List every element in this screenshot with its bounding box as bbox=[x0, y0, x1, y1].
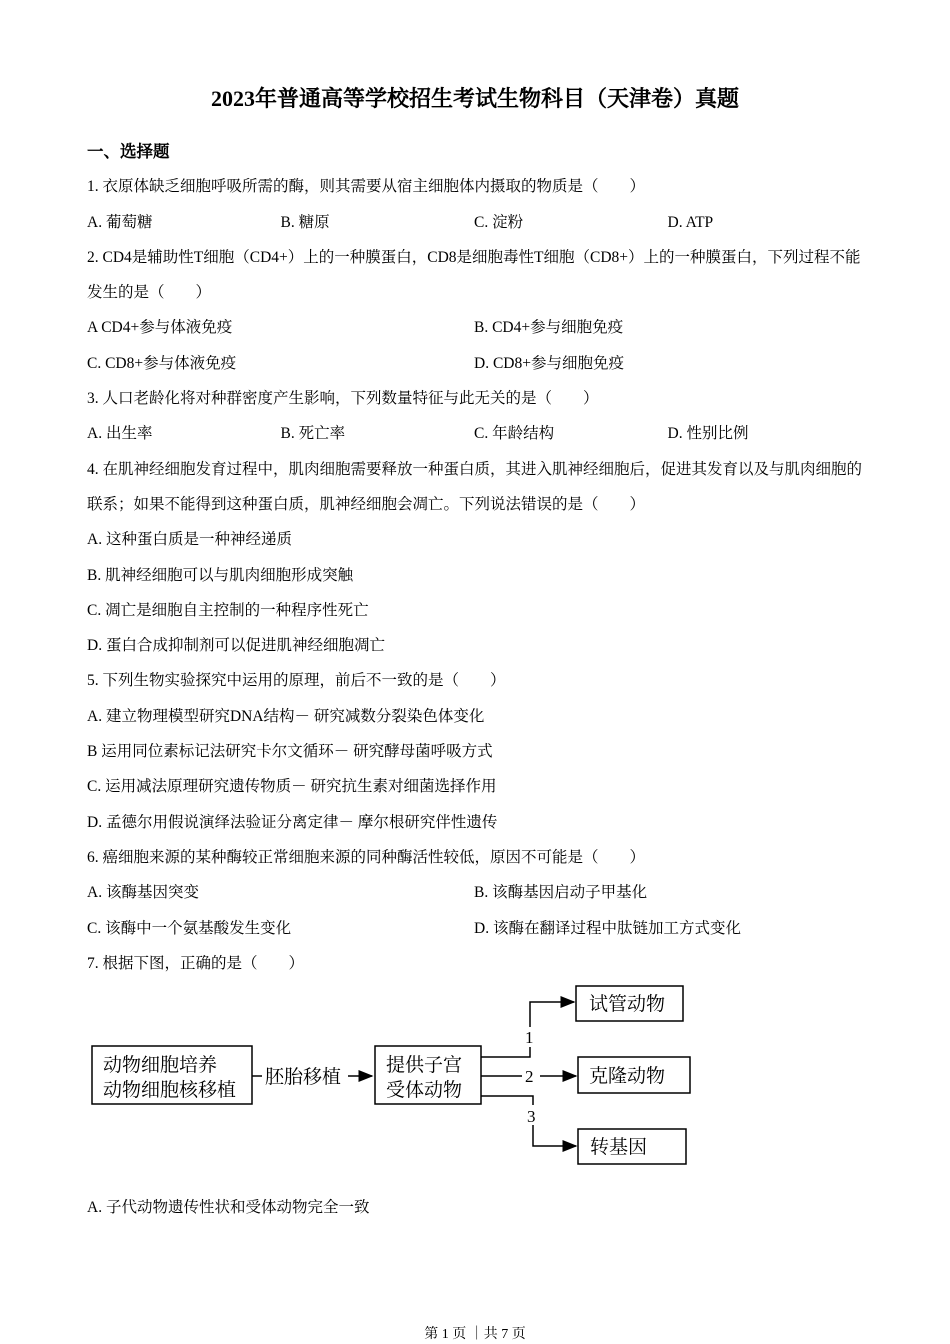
flow-diagram-svg bbox=[0, 981, 950, 1190]
branch-number-1: 1 bbox=[525, 1028, 534, 1048]
question-1 bbox=[87, 169, 862, 240]
option-a: A. 建立物理模型研究DNA结构－ 研究减数分裂染色体变化 bbox=[87, 707, 485, 725]
option-a: A. 这种蛋白质是一种神经递质 bbox=[87, 531, 292, 549]
recipient-label-1: 提供子宫 bbox=[386, 1054, 463, 1077]
question-5 bbox=[87, 663, 862, 839]
outcome-label-3: 转基因 bbox=[590, 1136, 648, 1159]
option-b: B. 死亡率 bbox=[280, 425, 346, 443]
question-stem: 3. 人口老龄化将对种群密度产生影响，下列数量特征与此无关的是（ ） bbox=[87, 390, 599, 408]
option-b: B 运用同位素标记法研究卡尔文循环－ 研究酵母菌呼吸方式 bbox=[87, 743, 493, 761]
question-stem: 6. 癌细胞来源的某种酶较正常细胞来源的同种酶活性较低，原因不可能是（ ） bbox=[87, 848, 646, 866]
option-b: B. 肌神经细胞可以与肌肉细胞形成突触 bbox=[87, 566, 354, 584]
branch-number-3: 3 bbox=[527, 1107, 536, 1127]
page-footer: 第 1 页 ｜共 7 页 bbox=[424, 1327, 526, 1342]
page-title: 2023年普通高等学校招生考试生物科目（天津卷）真题 bbox=[210, 86, 739, 111]
option-a: A. 出生率 bbox=[87, 425, 153, 443]
section-heading: 一、选择题 bbox=[87, 142, 170, 161]
source-label-2: 动物细胞核移植 bbox=[103, 1079, 237, 1102]
question-stem: 4. 在肌神经细胞发育过程中，肌肉细胞需要释放一种蛋白质，其进入肌神经细胞后，促进其发育以及与肌肉细胞的联系；如果不能得到这种蛋白质，肌神经细胞会凋亡。下列说法错误的是（ ） bbox=[87, 460, 863, 513]
outcome-label-1: 试管动物 bbox=[589, 993, 666, 1016]
option-d: D. 性别比例 bbox=[667, 425, 749, 443]
option-a: A CD4+参与体液免疫 bbox=[87, 319, 233, 337]
document-body bbox=[87, 134, 862, 1225]
option-c: C. 年龄结构 bbox=[474, 425, 555, 443]
option-c: C. 淀粉 bbox=[474, 213, 524, 231]
option-c: C. 该酶中一个氨基酸发生变化 bbox=[87, 919, 292, 937]
option-a: A. 该酶基因突变 bbox=[87, 884, 199, 902]
option-d: D. 蛋白合成抑制剂可以促进肌神经细胞凋亡 bbox=[87, 637, 385, 655]
branch-number-2: 2 bbox=[525, 1067, 534, 1087]
arrow-label: 胚胎移植 bbox=[265, 1066, 342, 1089]
recipient-label-2: 受体动物 bbox=[386, 1079, 463, 1102]
outcome-label-2: 克隆动物 bbox=[589, 1065, 666, 1088]
option-b: B. 该酶基因启动子甲基化 bbox=[474, 884, 648, 902]
question-2 bbox=[87, 240, 862, 381]
option-b: B. 糖原 bbox=[280, 213, 330, 231]
option-d: D. 孟德尔用假说演绎法验证分离定律－ 摩尔根研究伴性遗传 bbox=[87, 813, 498, 831]
option-d: D. ATP bbox=[667, 213, 714, 231]
option-c: C. 运用减法原理研究遗传物质－ 研究抗生素对细菌选择作用 bbox=[87, 778, 497, 796]
option-a: A. 葡萄糖 bbox=[87, 213, 153, 231]
question-stem: 7. 根据下图，正确的是（ ） bbox=[87, 954, 305, 972]
question-7 bbox=[87, 946, 862, 1226]
source-label-1: 动物细胞培养 bbox=[103, 1054, 218, 1077]
flow-diagram bbox=[87, 981, 862, 1190]
question-3 bbox=[87, 381, 862, 452]
option-c: C. 凋亡是细胞自主控制的一种程序性死亡 bbox=[87, 601, 369, 619]
option-d: D. CD8+参与细胞免疫 bbox=[474, 354, 624, 372]
question-stem: 1. 衣原体缺乏细胞呼吸所需的酶，则其需要从宿主细胞体内摄取的物质是（ ） bbox=[87, 178, 646, 196]
option-d: D. 该酶在翻译过程中肽链加工方式变化 bbox=[474, 919, 741, 937]
option-a: A. 子代动物遗传性状和受体动物完全一致 bbox=[87, 1199, 370, 1217]
option-c: C. CD8+参与体液免疫 bbox=[87, 354, 237, 372]
question-4 bbox=[87, 452, 862, 664]
question-stem: 2. CD4是辅助性T细胞（CD4+）上的一种膜蛋白，CD8是细胞毒性T细胞（CD8+）上的一种膜蛋白，下列过程不能发生的是（ ） bbox=[87, 248, 861, 302]
question-stem: 5. 下列生物实验探究中运用的原理，前后不一致的是（ ） bbox=[87, 672, 506, 690]
question-6 bbox=[87, 840, 862, 946]
option-b: B. CD4+参与细胞免疫 bbox=[474, 319, 624, 337]
